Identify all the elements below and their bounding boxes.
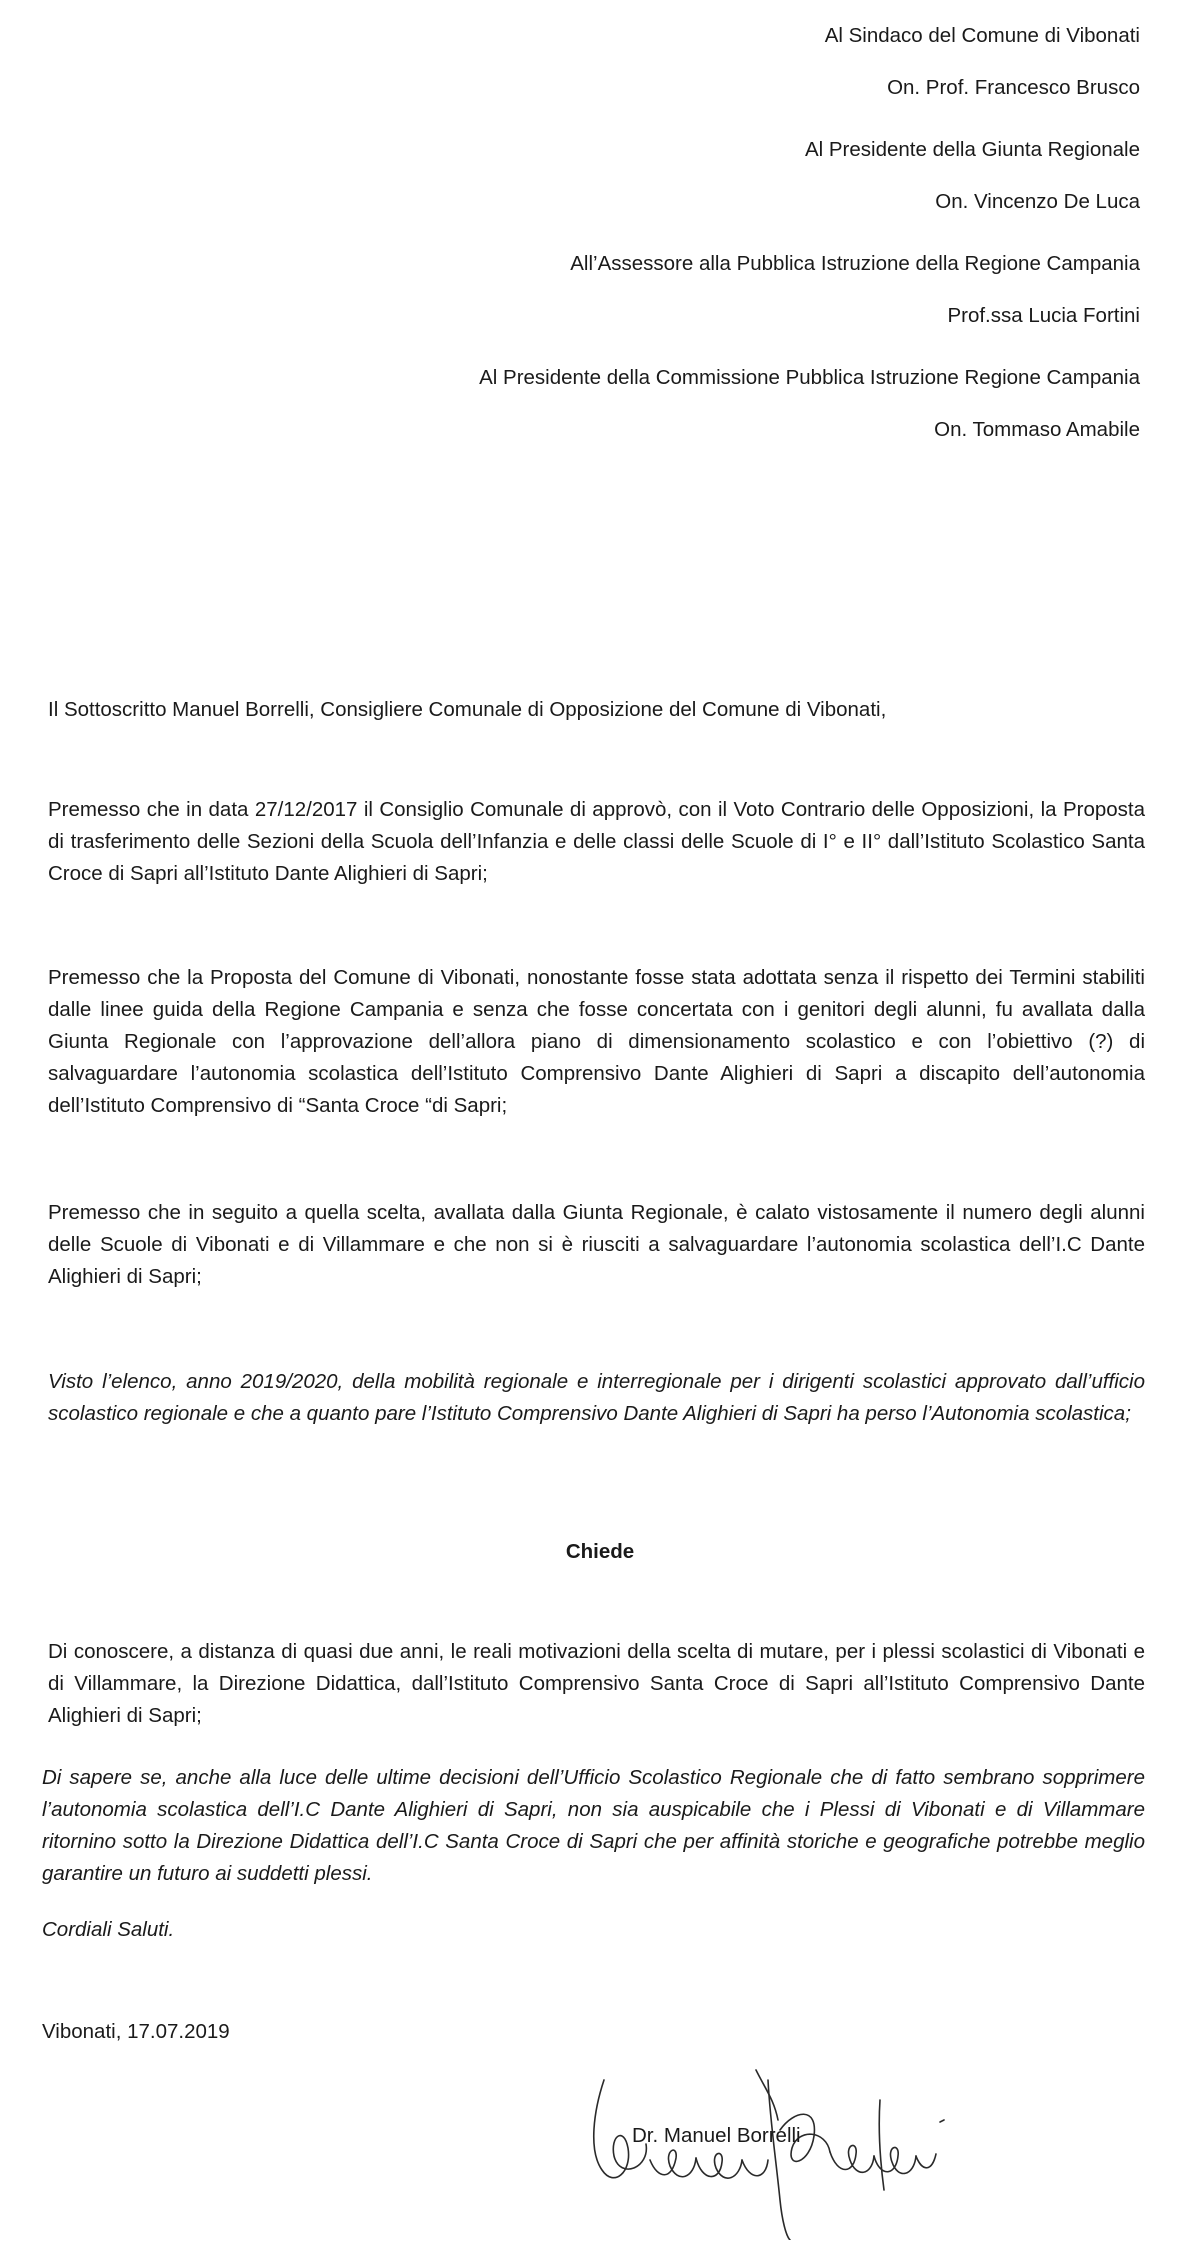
visto-paragraph: Visto l’elenco, anno 2019/2020, della mobilità regionale e interregionale per i dirigenti scolastici approvato dall’ufficio scolastico regionale e che a quanto pare l’Istituto Comprensivo Dante Alighieri di Sapri ha perso l’Autonomia scolastica; [48, 1370, 1145, 1425]
recipient-presidente-commissione [340, 362, 1140, 446]
signature-block [580, 2040, 1000, 2240]
recipient-name: Prof.ssa Lucia Fortini [947, 304, 1140, 327]
premessa-paragraph-1: Premesso che in data 27/12/2017 il Consiglio Comunale di approvò, con il Voto Contrario delle Opposizioni, la Proposta di trasferimento delle Sezioni della Scuola dell’Infanzia e delle classi delle Scuole di I° e II° dall’Istituto Scolastico Santa Croce di Sapri all’Istituto Dante Alighieri di Sapri; [48, 798, 1145, 885]
place-date: Vibonati, 17.07.2019 [42, 2020, 230, 2043]
request-paragraph-2: Di sapere se, anche alla luce delle ultime decisioni dell’Ufficio Scolastico Regionale che di fatto sembrano sopprimere l’autonomia scolastica dell’I.C Dante Alighieri di Sapri, non sia auspicabile che i Plessi di Vibonati e di Villammare ritornino sotto la Direzione Didattica dell’I.C Santa Croce di Sapri che per affinità storiche e geografiche potrebbe meglio garantire un futuro ai suddetti plessi. [42, 1766, 1145, 1885]
request-paragraph-1: Di conoscere, a distanza di quasi due anni, le reali motivazioni della scelta di mutare, per i plessi scolastici di Vibonati e di Villammare, la Direzione Didattica, dall’Istituto Comprensivo Santa Croce di Sapri all’Istituto Comprensivo Dante Alighieri di Sapri; [48, 1640, 1145, 1727]
recipient-title: Al Presidente della Giunta Regionale [804, 138, 1140, 161]
premessa-paragraph-2: Premesso che la Proposta del Comune di Vibonati, nonostante fosse stata adottata senza il rispetto dei Termini stabiliti dalle linee guida della Regione Campania e senza che fosse concertata con i genitori degli alunni, fu avallata dalla Giunta Regionale con l’approvazione dell’allora piano di dimensionamento scolastico e con l’obiettivo (?) di salvaguardare l’autonomia scolastica dell’Istituto Comprensivo Dante Alighieri di Sapri a discapito dell’autonomia dell’Istituto Comprensivo di “Santa Croce “di Sapri; [48, 966, 1145, 1117]
premessa-paragraph-3: Premesso che in seguito a quella scelta, avallata dalla Giunta Regionale, è calato vistosamente il numero degli alunni delle Scuole di Vibonati e di Villammare e che non si è riusciti a salvaguardare l’autonomia scolastica dell’I.C Dante Alighieri di Sapri; [48, 1201, 1145, 1288]
recipient-name: On. Tommaso Amabile [934, 418, 1140, 441]
intro-paragraph: Il Sottoscritto Manuel Borrelli, Consigliere Comunale di Opposizione del Comune di Vibonati, [48, 698, 887, 721]
recipient-name: On. Vincenzo De Luca [935, 190, 1140, 213]
recipient-title: Al Sindaco del Comune di Vibonati [824, 24, 1140, 47]
recipient-title: Al Presidente della Commissione Pubblica Istruzione Regione Campania [479, 366, 1140, 389]
chiede-heading: Chiede [565, 1540, 635, 1563]
recipient-sindaco [340, 20, 1140, 104]
recipient-presidente-giunta [340, 134, 1140, 218]
recipients-block [340, 20, 1140, 466]
signature-name: Dr. Manuel Borrelli [632, 2124, 801, 2147]
recipient-assessore [340, 248, 1140, 332]
closing-greeting: Cordiali Saluti. [42, 1918, 175, 1941]
recipient-name: On. Prof. Francesco Brusco [887, 76, 1140, 99]
recipient-title: All’Assessore alla Pubblica Istruzione della Regione Campania [570, 252, 1140, 275]
